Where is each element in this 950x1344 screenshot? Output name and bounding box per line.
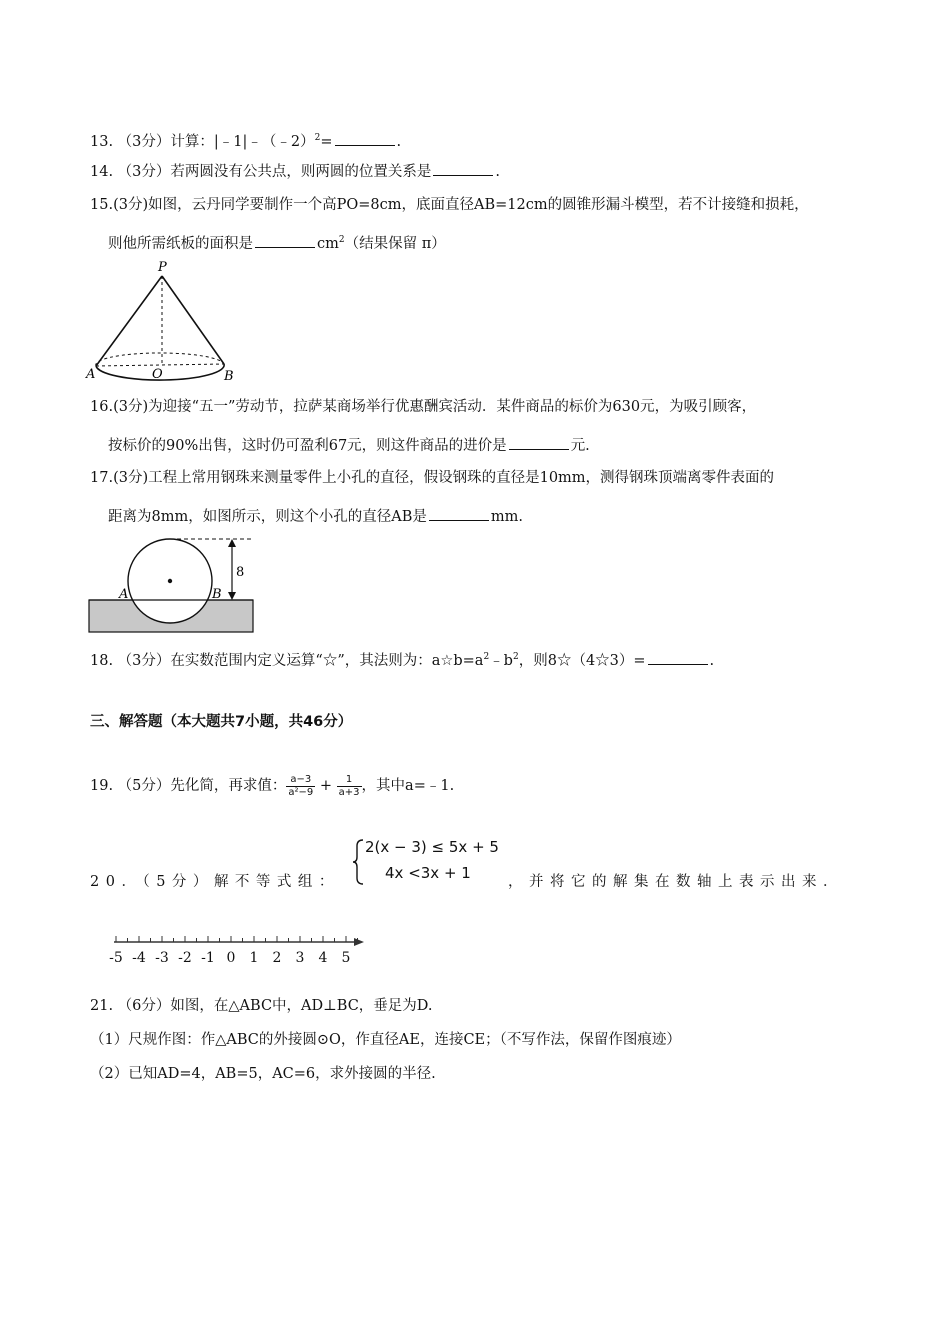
section-heading: 三、解答题（本大题共7小题，共46分） [90, 714, 353, 730]
left-brace [352, 838, 366, 886]
q15-line2: 则他所需纸板的面积是 $cm^2$（结果保留 π） [108, 230, 446, 254]
answer-blank [335, 131, 395, 146]
fraction-2: $\frac{1}{a+3}$ [338, 773, 360, 798]
q17-line1: 17.(3分)工程上常用钢珠来测量零件上小孔的直径，假设钢珠的直径是10mm，测得钢珠顶端离零件表面的 [90, 470, 775, 486]
q20-end: ，并将它的解集在数轴上表示出来． [508, 874, 844, 890]
tick-label: -3 [155, 950, 169, 966]
q15-line1: 15.(3分)如图，云丹同学要制作一个高PO=8cm，底面直径AB=12cm的圆锥形漏斗模型，若不计接缝和损耗， [90, 197, 809, 213]
label-a: A [86, 367, 96, 382]
q17-line2: 距离为8mm，如图所示，则这个小孔的直径AB是 mm. [108, 506, 523, 527]
label-b: B [224, 369, 234, 384]
q16-line2: 按标价的90%出售，这时仍可盈利67元，则这件商品的进价是 元. [108, 435, 590, 456]
label-8: 8 [236, 565, 245, 580]
label-a: A [119, 587, 129, 602]
q20-start: 20．（5分）解不等式组： [90, 874, 340, 890]
inequality-1: 2(x − 3) ≤ 5x + 5 [365, 838, 499, 856]
ball-figure [86, 534, 258, 636]
q21-part1: （1）尺规作图：作△ABC的外接圆⊙O，作直径AE，连接CE；（不写作法，保留作图痕迹） [90, 1032, 681, 1048]
q18: 18. （3分）在实数范围内定义运算“☆”，其法则为：$a☆b=a^2﹣b^2$，则8☆（4☆3）= . [90, 647, 714, 671]
answer-blank [433, 161, 493, 176]
label-b: B [212, 587, 222, 602]
tick-label: 0 [226, 950, 236, 966]
answer-blank [648, 650, 708, 665]
tick-label: 5 [341, 950, 351, 966]
q19: 19. （5分）先化简，再求值： $\frac{a-3}{\text{a²−9}}$ + $\frac{1}{a+3}$ ，其中a=﹣1. [90, 773, 455, 798]
label-o: O [152, 367, 163, 382]
q16-line1: 16.(3分)为迎接“五一”劳动节，拉萨某商场举行优惠酬宾活动．某件商品的标价为630元，为吸引顾客， [90, 399, 757, 415]
answer-blank [255, 233, 315, 248]
fraction-1: $\frac{a-3}{\text{a²−9}}$ [288, 773, 314, 798]
tick-label: -1 [201, 950, 215, 966]
label-p: P [158, 260, 167, 275]
tick-label: 1 [249, 950, 259, 966]
number-line [104, 930, 370, 970]
q14: 14. （3分）若两圆没有公共点，则两圆的位置关系是 . [90, 161, 500, 182]
tick-label: 3 [295, 950, 305, 966]
tick-label: -2 [178, 950, 192, 966]
answer-blank [429, 506, 489, 521]
q13: 13. （3分）计算：|﹣1|﹣（﹣2）$^2$= . [90, 128, 401, 152]
inequality-2: 4x <3x + 1 [385, 864, 471, 882]
tick-label: 4 [318, 950, 328, 966]
answer-blank [509, 435, 569, 450]
tick-label: -4 [132, 950, 146, 966]
tick-label: -5 [109, 950, 123, 966]
q21: 21. （6分）如图，在△ABC中，AD⊥BC，垂足为D. [90, 998, 433, 1014]
cone-figure [84, 258, 244, 388]
tick-label: 2 [272, 950, 282, 966]
q21-part2: （2）已知AD=4，AB=5，AC=6，求外接圆的半径. [90, 1066, 436, 1082]
